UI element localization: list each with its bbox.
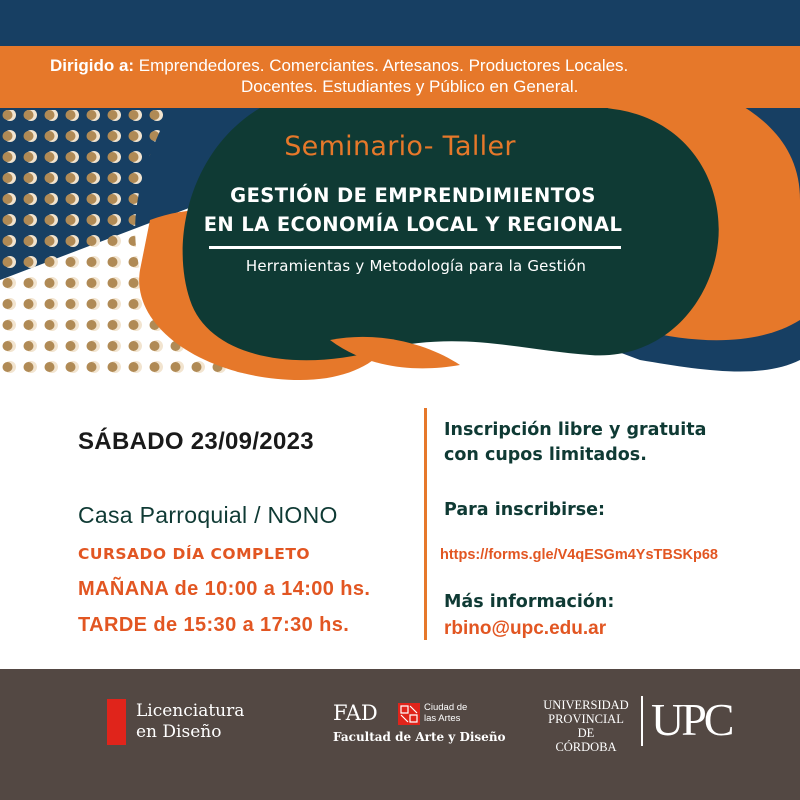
- fad-logo-text: FAD: [333, 701, 378, 725]
- seminar-label: Seminario- Taller: [284, 131, 516, 162]
- red-bar-icon: [107, 699, 126, 745]
- upc-university-name: [540, 698, 632, 754]
- licenciatura-logo: [136, 701, 244, 743]
- lic-line-1: Licenciatura: [136, 701, 245, 721]
- upc-line-3: CÓRDOBA: [555, 740, 617, 754]
- upc-divider: [641, 696, 643, 746]
- subtitle: Herramientas y Metodología para la Gestión: [245, 257, 587, 275]
- register-label: Para inscribirse:: [444, 500, 606, 520]
- fad-faculty-name: Facultad de Arte y Diseño: [333, 730, 506, 744]
- fad-city-line-2: las Artes: [424, 713, 461, 724]
- fad-city-label: [424, 702, 467, 724]
- main-title-line-1: GESTIÓN DE EMPRENDIMIENTOS: [230, 184, 596, 207]
- main-title-line-2: EN LA ECONOMÍA LOCAL Y REGIONAL: [203, 213, 623, 236]
- contact-email-link[interactable]: rbino@upc.edu.ar: [444, 618, 607, 639]
- upc-line-2: PROVINCIAL DE: [548, 712, 624, 740]
- registration-form-link[interactable]: https://forms.gle/V4qESGm4YsTBSKp68: [440, 547, 718, 563]
- registration-line-1: Inscripción libre y gratuita: [444, 420, 707, 440]
- main-title: [0, 181, 800, 239]
- title-divider: [209, 246, 621, 249]
- registration-note: [444, 418, 706, 468]
- audience-label: Dirigido a:: [50, 56, 135, 75]
- morning-schedule: MAÑANA de 10:00 a 14:00 hs.: [78, 578, 371, 600]
- afternoon-schedule: TARDE de 15:30 a 17:30 hs.: [78, 614, 350, 636]
- lic-line-2: en Diseño: [136, 722, 222, 742]
- audience-text-1: Emprendedores. Comerciantes. Artesanos. Productores Locales.: [138, 56, 629, 75]
- upc-line-1: UNIVERSIDAD: [543, 698, 629, 712]
- red-square-pattern-icon: [398, 703, 420, 725]
- upc-logo: UPC: [651, 694, 732, 745]
- registration-line-2: con cupos limitados.: [444, 445, 647, 465]
- fad-city-line-1: Ciudad de: [424, 702, 468, 713]
- more-info-label: Más información:: [444, 592, 615, 612]
- event-place: Casa Parroquial / NONO: [78, 502, 338, 528]
- audience-line-2: Docentes. Estudiantes y Público en General.: [241, 77, 579, 96]
- full-day-label: CURSADO DÍA COMPLETO: [78, 545, 311, 563]
- event-date: SÁBADO 23/09/2023: [78, 428, 314, 455]
- column-divider: [424, 408, 427, 640]
